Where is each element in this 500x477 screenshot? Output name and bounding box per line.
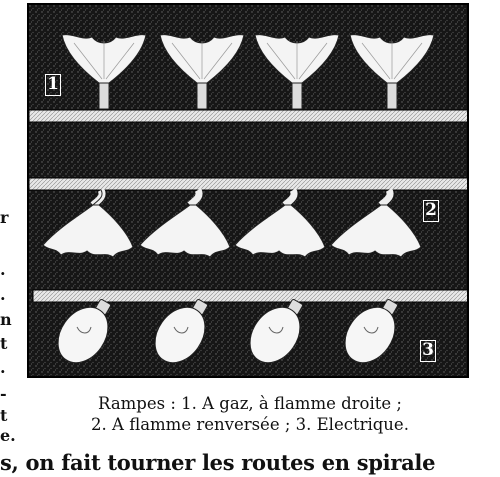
left-column-char: .	[0, 285, 6, 304]
left-column-char: n	[0, 310, 12, 329]
figure-label-3: 3	[420, 340, 436, 362]
caption-line-2: 2. A flamme renversée ; 3. Electrique.	[91, 415, 409, 434]
figure-caption	[30, 393, 470, 435]
left-column-char: r	[0, 208, 9, 227]
figure-label-2: 2	[423, 200, 439, 222]
left-column-char: t	[0, 406, 8, 425]
gas-pipe-rail	[29, 110, 469, 122]
figure-label-1: 1	[45, 74, 61, 96]
left-column-char: t	[0, 334, 8, 353]
left-column-fragment	[0, 0, 14, 477]
engraving-svg	[29, 5, 469, 378]
body-text-line: s, on fait tourner les routes en spirale	[0, 450, 436, 475]
engraving-illustration	[27, 3, 469, 378]
left-column-char: .	[0, 260, 6, 279]
left-column-char: -	[0, 384, 7, 403]
gas-pipe-rail	[29, 178, 469, 190]
left-column-char: .	[0, 358, 6, 377]
left-column-char: e.	[0, 426, 16, 445]
electric-cable-rail	[33, 290, 469, 302]
caption-line-1: Rampes : 1. A gaz, à flamme droite ;	[98, 394, 402, 413]
